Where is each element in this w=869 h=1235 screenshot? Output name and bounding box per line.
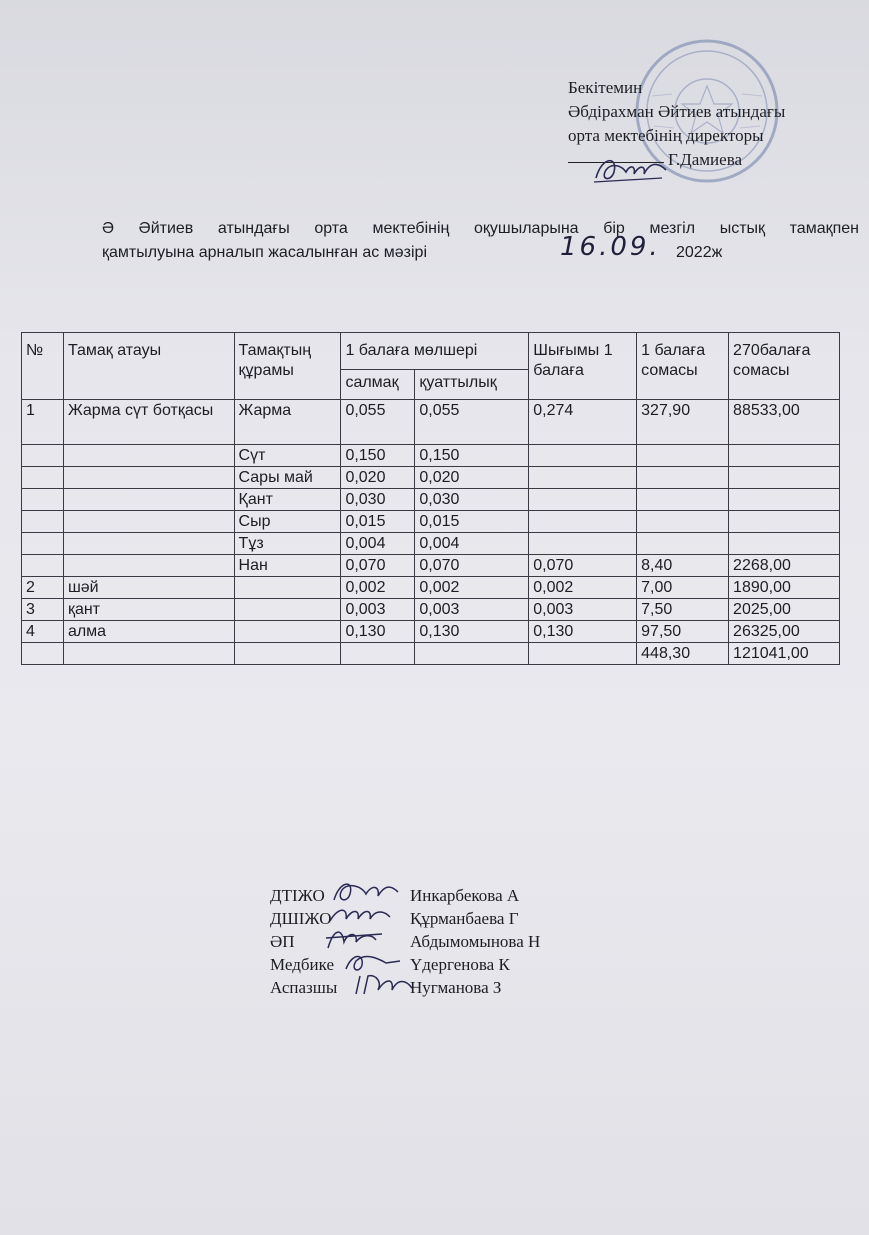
table-cell: [529, 643, 637, 665]
table-cell: [415, 643, 529, 665]
table-cell: [22, 555, 64, 577]
table-cell: 2025,00: [729, 599, 840, 621]
header-name: Тамақ атауы: [63, 333, 234, 400]
table-cell: 8,40: [637, 555, 729, 577]
table-cell: 0,015: [341, 511, 415, 533]
table-cell: алма: [63, 621, 234, 643]
signature-role: Аспазшы: [270, 978, 338, 997]
signature-name: Үдергенова К: [410, 955, 510, 974]
table-cell: [63, 511, 234, 533]
table-cell: 0,070: [415, 555, 529, 577]
table-cell: 1: [22, 400, 64, 445]
table-cell: 0,003: [529, 599, 637, 621]
table-cell: [529, 489, 637, 511]
table-cell: 97,50: [637, 621, 729, 643]
signature-row: [270, 953, 510, 976]
table-cell: 1890,00: [729, 577, 840, 599]
table-cell: қант: [63, 599, 234, 621]
approval-school: Әбдірахман Әйтиев атындағы: [568, 102, 786, 121]
table-cell: 0,002: [415, 577, 529, 599]
header-sum-270: 270балаға сомасы: [729, 333, 840, 400]
table-cell: [529, 445, 637, 467]
table-cell: 0,055: [341, 400, 415, 445]
table-row: [22, 489, 840, 511]
table-row: [22, 533, 840, 555]
table-cell: 0,274: [529, 400, 637, 445]
table-cell: 0,003: [415, 599, 529, 621]
signature-name: Инкарбекова А: [410, 886, 520, 905]
table-cell: 88533,00: [729, 400, 840, 445]
table-cell: [234, 599, 341, 621]
table-cell: 0,004: [341, 533, 415, 555]
table-cell: [529, 467, 637, 489]
table-cell: 2: [22, 577, 64, 599]
table-cell: 327,90: [637, 400, 729, 445]
table-cell: 7,00: [637, 577, 729, 599]
table-cell: 121041,00: [729, 643, 840, 665]
handwritten-date: 16.09.: [560, 232, 661, 262]
table-cell: [63, 555, 234, 577]
document-heading: [102, 217, 859, 265]
table-cell: [234, 621, 341, 643]
header-num: №: [22, 333, 64, 400]
table-cell: 0,070: [341, 555, 415, 577]
signature-role: ДТІЖО: [270, 886, 325, 905]
signature-role: ДШІЖО: [270, 909, 332, 928]
table-cell: 0,070: [529, 555, 637, 577]
table-row: [22, 467, 840, 489]
table-cell: [22, 445, 64, 467]
table-row: [22, 577, 840, 599]
table-cell: [637, 511, 729, 533]
table-cell: [637, 489, 729, 511]
approval-title: Бекітемин: [568, 78, 643, 97]
table-cell: 0,020: [341, 467, 415, 489]
header-weight: салмақ: [341, 370, 415, 400]
table-cell: 0,130: [415, 621, 529, 643]
table-row: [22, 643, 840, 665]
table-cell: [729, 467, 840, 489]
table-cell: 0,030: [341, 489, 415, 511]
signature-row: [270, 976, 502, 999]
table-cell: Жарма: [234, 400, 341, 445]
table-cell: Сыр: [234, 511, 341, 533]
table-cell: [729, 533, 840, 555]
table-cell: [63, 467, 234, 489]
signature-row: [270, 930, 541, 953]
table-row: [22, 400, 840, 445]
table-cell: [729, 445, 840, 467]
table-cell: Нан: [234, 555, 341, 577]
table-cell: 3: [22, 599, 64, 621]
table-cell: [63, 489, 234, 511]
table-cell: [22, 489, 64, 511]
menu-table: [21, 332, 840, 665]
table-cell: [22, 533, 64, 555]
table-cell: [234, 577, 341, 599]
table-cell: [341, 643, 415, 665]
table-cell: 0,150: [341, 445, 415, 467]
header-per-child-amount: 1 балаға мөлшері: [341, 333, 529, 370]
table-cell: 0,004: [415, 533, 529, 555]
signatures-block: [270, 884, 541, 999]
table-cell: [637, 467, 729, 489]
table-cell: 0,130: [529, 621, 637, 643]
signature-role: ӘП: [270, 932, 295, 951]
table-cell: [529, 533, 637, 555]
table-cell: [637, 445, 729, 467]
table-cell: [22, 643, 64, 665]
table-cell: [63, 533, 234, 555]
table-cell: [529, 511, 637, 533]
table-cell: 7,50: [637, 599, 729, 621]
table-cell: Қант: [234, 489, 341, 511]
table-row: [22, 445, 840, 467]
table-cell: Сүт: [234, 445, 341, 467]
heading-line-2-row: [102, 232, 859, 265]
table-cell: 2268,00: [729, 555, 840, 577]
table-cell: 4: [22, 621, 64, 643]
header-consumption: Шығымы 1 балаға: [529, 333, 637, 400]
table-cell: [63, 445, 234, 467]
table-cell: [234, 643, 341, 665]
table-cell: 0,030: [415, 489, 529, 511]
header-per-child-sum: 1 балаға сомасы: [637, 333, 729, 400]
table-cell: 0,020: [415, 467, 529, 489]
table-cell: Тұз: [234, 533, 341, 555]
table-row: [22, 511, 840, 533]
header-composition: Тамақтың құрамы: [234, 333, 341, 400]
table-cell: 448,30: [637, 643, 729, 665]
heading-year: 2022ж: [676, 244, 723, 261]
table-cell: шәй: [63, 577, 234, 599]
header-energy: қуаттылық: [415, 370, 529, 400]
table-cell: [729, 489, 840, 511]
table-cell: Сары май: [234, 467, 341, 489]
approval-signer: Г.Дамиева: [668, 150, 743, 169]
director-signature: [592, 152, 670, 186]
approval-position: орта мектебінің директоры: [568, 126, 764, 145]
table-cell: 0,130: [341, 621, 415, 643]
table-cell: [22, 467, 64, 489]
heading-line-1: Ә Әйтиев атындағы орта мектебінің оқушыларына бір мезгіл ыстық тамақпен: [102, 220, 859, 237]
table-cell: [63, 643, 234, 665]
table-cell: 0,002: [341, 577, 415, 599]
table-cell: 26325,00: [729, 621, 840, 643]
signature-name: Нугманова З: [410, 978, 502, 997]
table-cell: 0,003: [341, 599, 415, 621]
table-cell: 0,015: [415, 511, 529, 533]
table-cell: [637, 533, 729, 555]
signature-role: Медбике: [270, 955, 334, 974]
table-cell: Жарма сүт ботқасы: [63, 400, 234, 445]
heading-line-2: қамтылуына арналып жасалынған ас мәзірі: [102, 244, 427, 261]
table-row: [22, 555, 840, 577]
signature-name: Абдымомынова Н: [410, 932, 541, 951]
table-cell: [729, 511, 840, 533]
menu-table-body: [22, 400, 840, 665]
signature-name: Құрманбаева Г: [410, 909, 519, 928]
table-cell: 0,150: [415, 445, 529, 467]
table-cell: 0,002: [529, 577, 637, 599]
table-row: [22, 621, 840, 643]
table-row: [22, 599, 840, 621]
table-cell: 0,055: [415, 400, 529, 445]
table-cell: [22, 511, 64, 533]
